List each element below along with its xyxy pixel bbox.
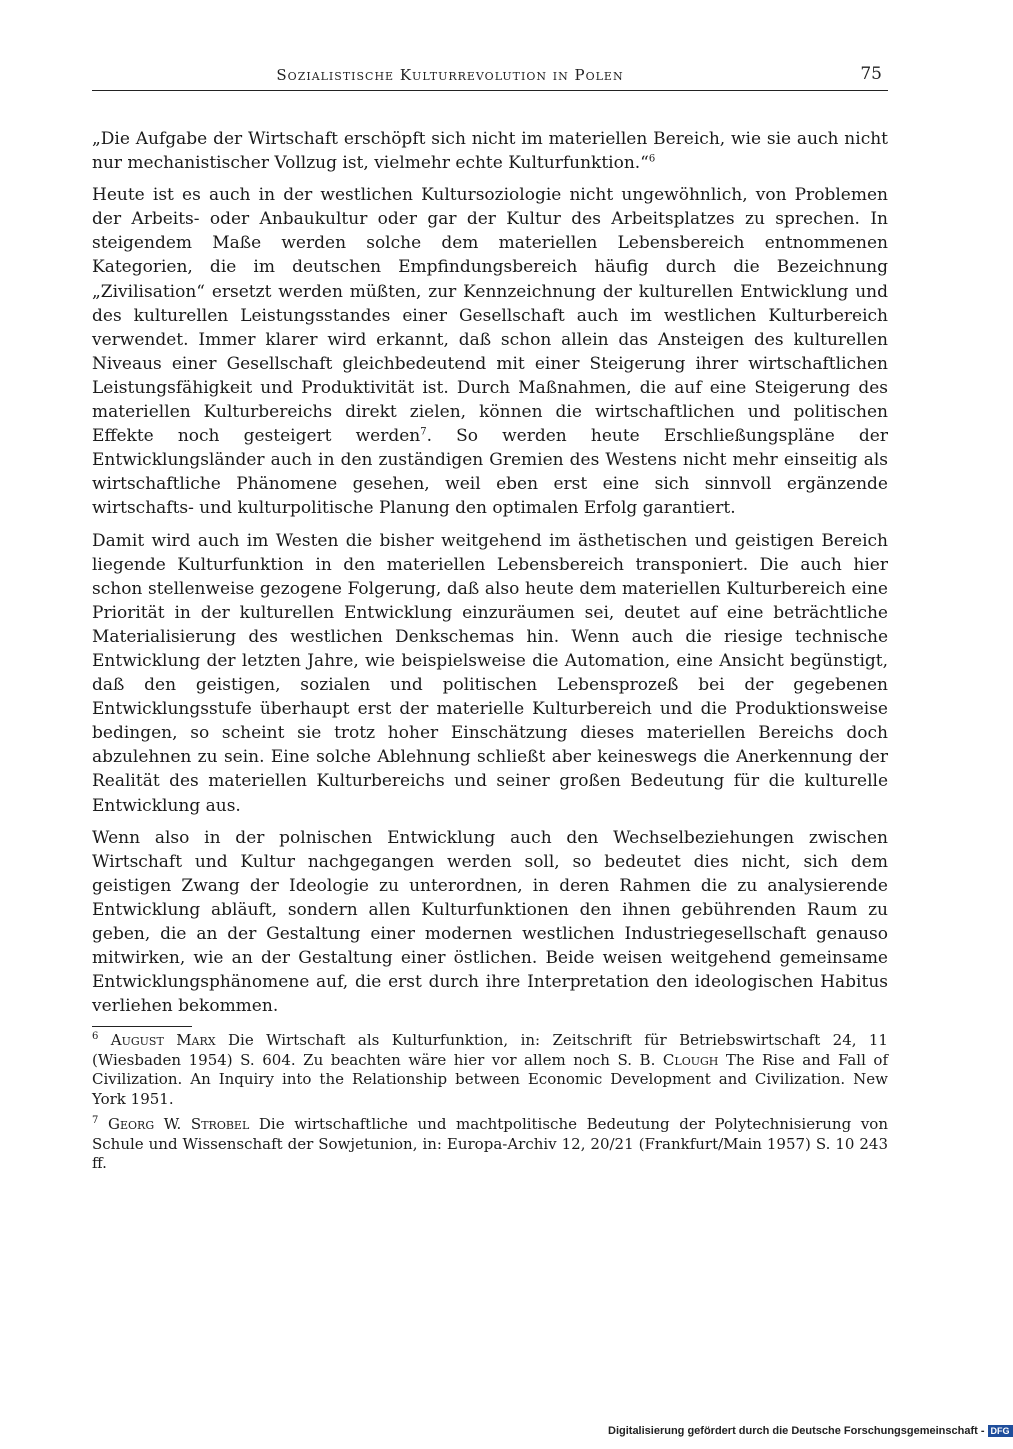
footnote-7-author: Georg W. Strobel — [108, 1115, 250, 1134]
paragraph-2 — [92, 183, 888, 520]
running-title: Sozialistische Kulturrevolution in Polen — [276, 66, 624, 84]
paragraph-quote — [92, 127, 888, 175]
page-number: 75 — [860, 64, 882, 84]
document-page — [92, 60, 888, 1180]
footnote-7-mark: 7 — [92, 1115, 99, 1127]
paragraph-2-text-b: . So werden heute Erschließungspläne der Entwicklungsländer auch in den zuständigen Gremien des Westens nicht mehr einseitig als wirtschaftliche Phänomene gesehen, weil eben erst eine sich sinnvoll ergänzende wirtschafts- und kulturpolitische Planung den optimalen Erfolg garantiert. — [92, 426, 888, 519]
footnote-divider — [92, 1026, 192, 1027]
dfg-logo: DFG — [988, 1425, 1013, 1437]
footnote-ref-7: 7 — [420, 426, 427, 438]
digitization-credit — [608, 1425, 1013, 1437]
quote-text: „Die Aufgabe der Wirtschaft erschöpft sich nicht im materiellen Bereich, wie sie auch nicht nur mechanistischer Vollzug ist, vielmehr echte Kulturfunktion.“ — [92, 129, 888, 174]
footnote-ref-6: 6 — [648, 153, 656, 165]
footnote-6-text-a: Die Wirtschaft als Kulturfunktion, in: Zeitschrift für Betriebswirtschaft 24, 11 (Wiesbaden 1954) S. 604. Zu beachten wäre hier vor allem noch S. B. — [92, 1031, 888, 1069]
paragraph-3: Damit wird auch im Westen die bisher weitgehend im ästhetischen und geistigen Bereich liegende Kulturfunktion in den materiellen Lebensbereich transponiert. Die auch hier schon stellenweise gezogene Folgerung, daß also heute dem materiellen Kulturbereich eine Priorität in der kulturellen Entwicklung einzuräumen sei, deutet auf eine beträchtliche Materialisierung des westlichen Denkschemas hin. Wenn auch die riesige technische Entwicklung der letzten Jahre, wie beispielsweise die Automation, eine Ansicht begünstigt, daß den geistigen, sozialen und politischen Lebensprozeß bei der gegebenen Entwicklungsstufe überhaupt erst der materielle Kulturbereich und die Produktionsweise bedingen, so scheint sie trotz hoher Einschätzung dieses materiellen Bereichs doch abzulehnen zu sein. Eine solche Ablehnung schließt aber keineswegs die Anerkennung der Realität des materiellen Kulturbereichs und seiner großen Bedeutung für die kulturelle Entwicklung aus. — [92, 530, 888, 816]
footnote-7 — [92, 1115, 888, 1174]
body-text — [92, 127, 888, 1018]
footnote-6-author: August Marx — [110, 1031, 216, 1050]
footnote-6-author-2: Clough — [662, 1050, 719, 1069]
paragraph-2-text-a: Heute ist es auch in der westlichen Kultursoziologie nicht ungewöhnlich, von Problemen der Arbeits- oder Anbaukultur oder gar der Kultur des Arbeitsplatzes zu sprechen. In steigendem Maße werden solche dem materiellen Lebensbereich entnommenen Kategorien, die im deutschen Empfindungsbereich häufig durch die Bezeichnung „Zivilisation“ ersetzt werden müßten, zur Kennzeichnung der kulturellen Entwicklung und des kulturellen Leistungsstandes einer Gesellschaft auch im westlichen Kulturbereich verwendet. Immer klarer wird erkannt, daß schon allein das Ansteigen des kulturellen Niveaus einer Gesellschaft gleichbedeutend mit einer Steigerung ihrer wirtschaftlichen Leistungsfähigkeit und Produktivität ist. Durch Maßnahmen, die auf eine Steigerung des materiellen Kulturbereichs direkt zielen, können die wirtschaftlichen und politischen Effekte noch gesteigert werden — [92, 185, 888, 447]
credit-text: Digitalisierung gefördert durch die Deutsche Forschungsgemeinschaft - — [608, 1425, 985, 1437]
footnotes — [92, 1031, 888, 1174]
footnote-6-text-b: The Rise and Fall of Civilization. An Inquiry into the Relationship between Economic Development and Civilization. New York 1951. — [92, 1050, 888, 1108]
running-header — [92, 60, 888, 91]
footnote-6 — [92, 1031, 888, 1109]
paragraph-4: Wenn also in der polnischen Entwicklung auch den Wechselbeziehungen zwischen Wirtschaft und Kultur nachgegangen werden soll, so bedeutet dies nicht, sich dem geistigen Zwang der Ideologie zu unterordnen, in deren Rahmen die zu analysierende Entwicklung abläuft, sondern allen Kulturfunktionen den ihnen gebührenden Raum zu geben, die an der Gestaltung einer modernen westlichen Industriegesellschaft genauso mitwirken, wie an der Gestaltung einer östlichen. Beide weisen weitgehend gemeinsame Entwicklungsphänomene auf, die erst durch ihre Interpretation den ideologischen Habitus verliehen bekommen. — [92, 827, 888, 1017]
footnote-6-mark: 6 — [92, 1031, 99, 1043]
footnote-7-text: Die wirtschaftliche und machtpolitische Bedeutung der Polytechnisierung von Schule und Wissenschaft der Sowjetunion, in: Europa-Archiv 12, 20/21 (Frankfurt/Main 1957) S. 10 243 ff. — [92, 1115, 888, 1173]
